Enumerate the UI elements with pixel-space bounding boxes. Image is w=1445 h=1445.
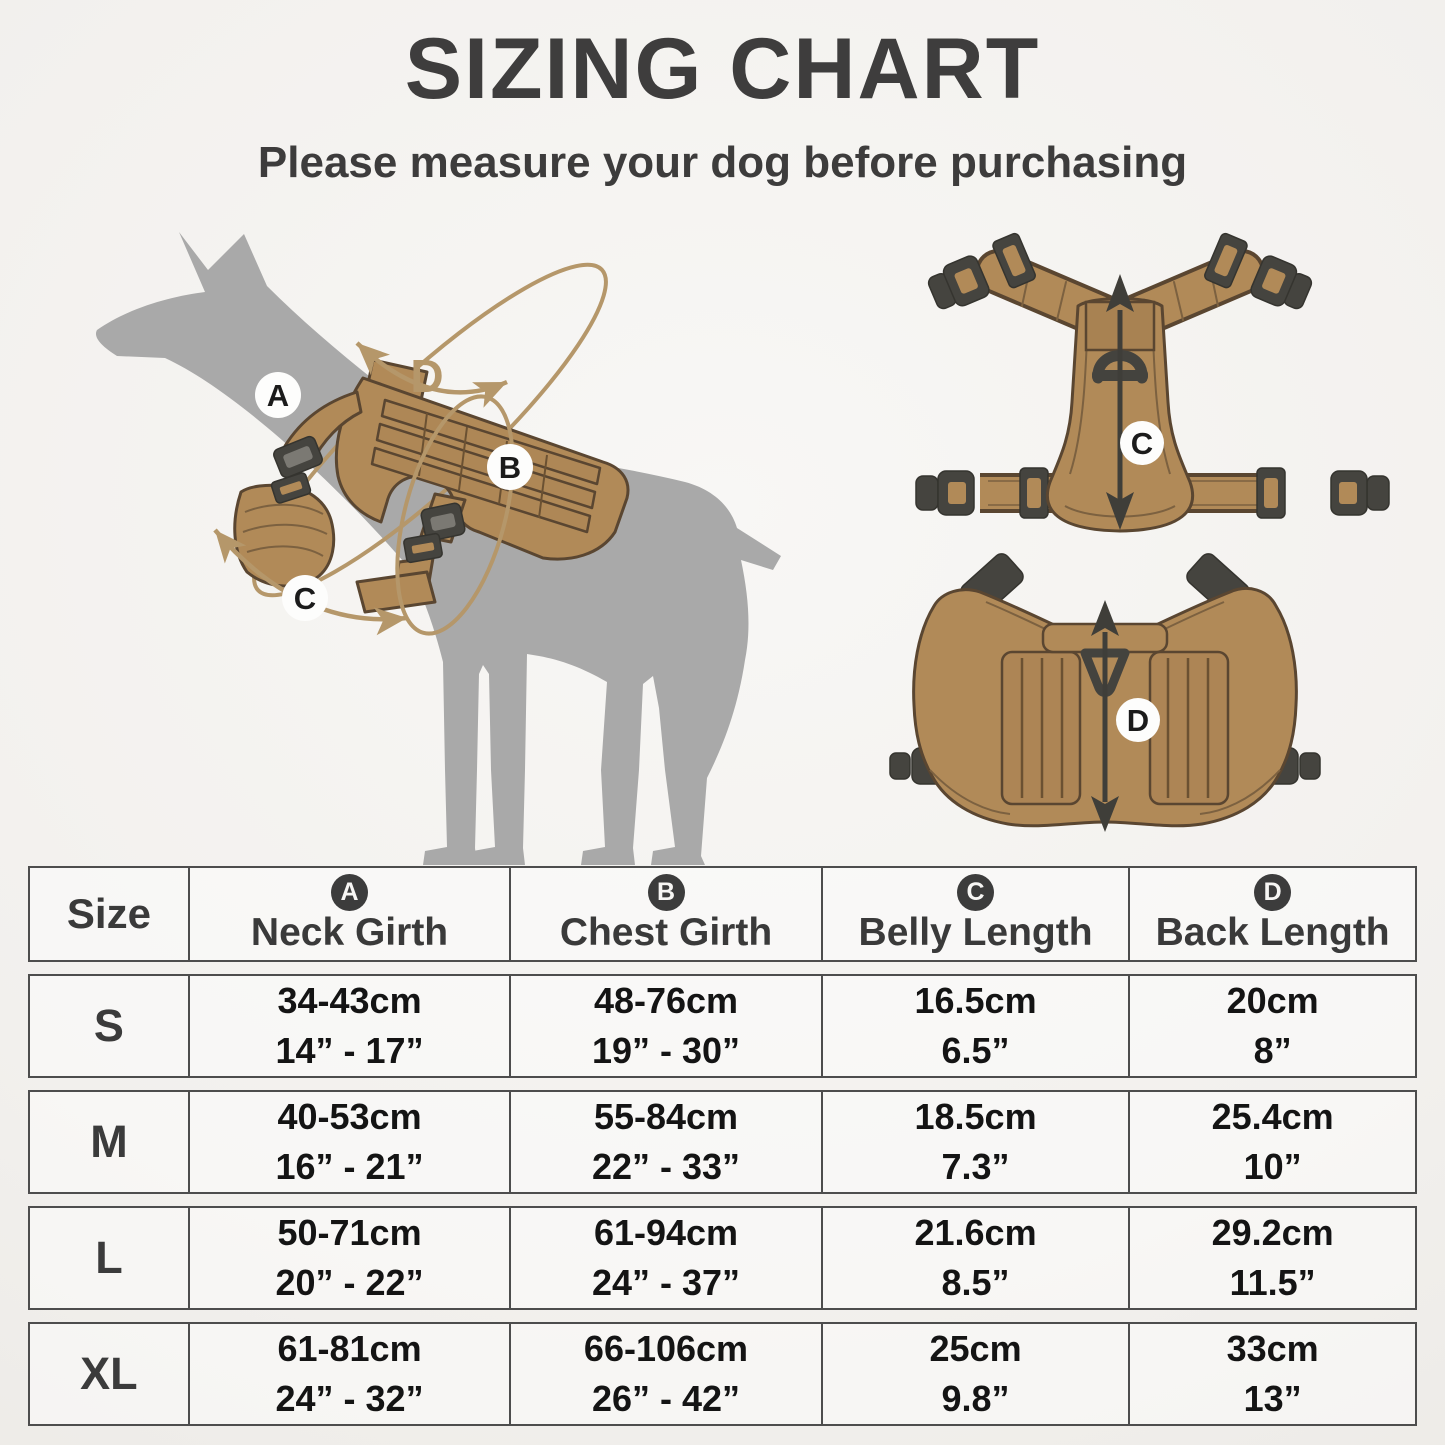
- table-row-s: [28, 974, 1417, 1078]
- size-cell: M: [90, 1116, 128, 1167]
- back-cell: 25.4cm 10”: [1128, 1092, 1415, 1192]
- chest-cell: 55-84cm 22” - 33”: [509, 1092, 821, 1192]
- table-row-l: [28, 1206, 1417, 1310]
- table-row-xl: [28, 1322, 1417, 1426]
- chest-cell: 66-106cm 26” - 42”: [509, 1324, 821, 1424]
- chest-cell: 48-76cm 19” - 30”: [509, 976, 821, 1076]
- header-neck-girth: A Neck Girth: [188, 868, 509, 960]
- label-c: C: [293, 581, 317, 616]
- buckle-clip-left: [916, 476, 938, 510]
- belly-cell: 18.5cm 7.3”: [821, 1092, 1128, 1192]
- size-cell: L: [95, 1232, 123, 1283]
- back-cell: 20cm 8”: [1128, 976, 1415, 1076]
- page-subtitle: Please measure your dog before purchasing: [257, 138, 1188, 187]
- badge-a: A: [331, 874, 368, 911]
- label-a: A: [266, 378, 290, 413]
- sizing-table: [28, 866, 1417, 1438]
- table-header-row: [28, 866, 1417, 962]
- label-d: D: [1126, 703, 1150, 738]
- belly-cell: 25cm 9.8”: [821, 1324, 1128, 1424]
- harness-back-view-illustration: [880, 540, 1445, 870]
- neck-cell: 40-53cm 16” - 21”: [188, 1092, 509, 1192]
- belly-cell: 21.6cm 8.5”: [821, 1208, 1128, 1308]
- buckle-clip-right: [1367, 476, 1389, 510]
- header-belly-length: C Belly Length: [821, 868, 1128, 960]
- header-back-length: D Back Length: [1128, 868, 1415, 960]
- badge-c: C: [957, 874, 994, 911]
- chest-cell: 61-94cm 24” - 37”: [509, 1208, 821, 1308]
- badge-b: B: [648, 874, 685, 911]
- neck-cell: 61-81cm 24” - 32”: [188, 1324, 509, 1424]
- size-cell: S: [93, 1000, 124, 1051]
- label-b: B: [498, 450, 522, 485]
- harness-belly-view-illustration: [880, 210, 1425, 542]
- badge-d: D: [1254, 874, 1291, 911]
- table-row-m: [28, 1090, 1417, 1194]
- belly-strap-slider: [403, 533, 443, 563]
- size-cell: XL: [80, 1348, 138, 1399]
- label-c: C: [1130, 426, 1154, 461]
- belly-cell: 16.5cm 6.5”: [821, 976, 1128, 1076]
- back-cell: 29.2cm 11.5”: [1128, 1208, 1415, 1308]
- neck-cell: 34-43cm 14” - 17”: [188, 976, 509, 1076]
- header-chest-girth: B Chest Girth: [509, 868, 821, 960]
- header-size: Size: [66, 890, 151, 937]
- neck-cell: 50-71cm 20” - 22”: [188, 1208, 509, 1308]
- page-title: SIZING CHART: [404, 21, 1041, 117]
- label-d: D: [410, 350, 444, 402]
- back-cell: 33cm 13”: [1128, 1324, 1415, 1424]
- dog-side-view-illustration: [55, 210, 825, 875]
